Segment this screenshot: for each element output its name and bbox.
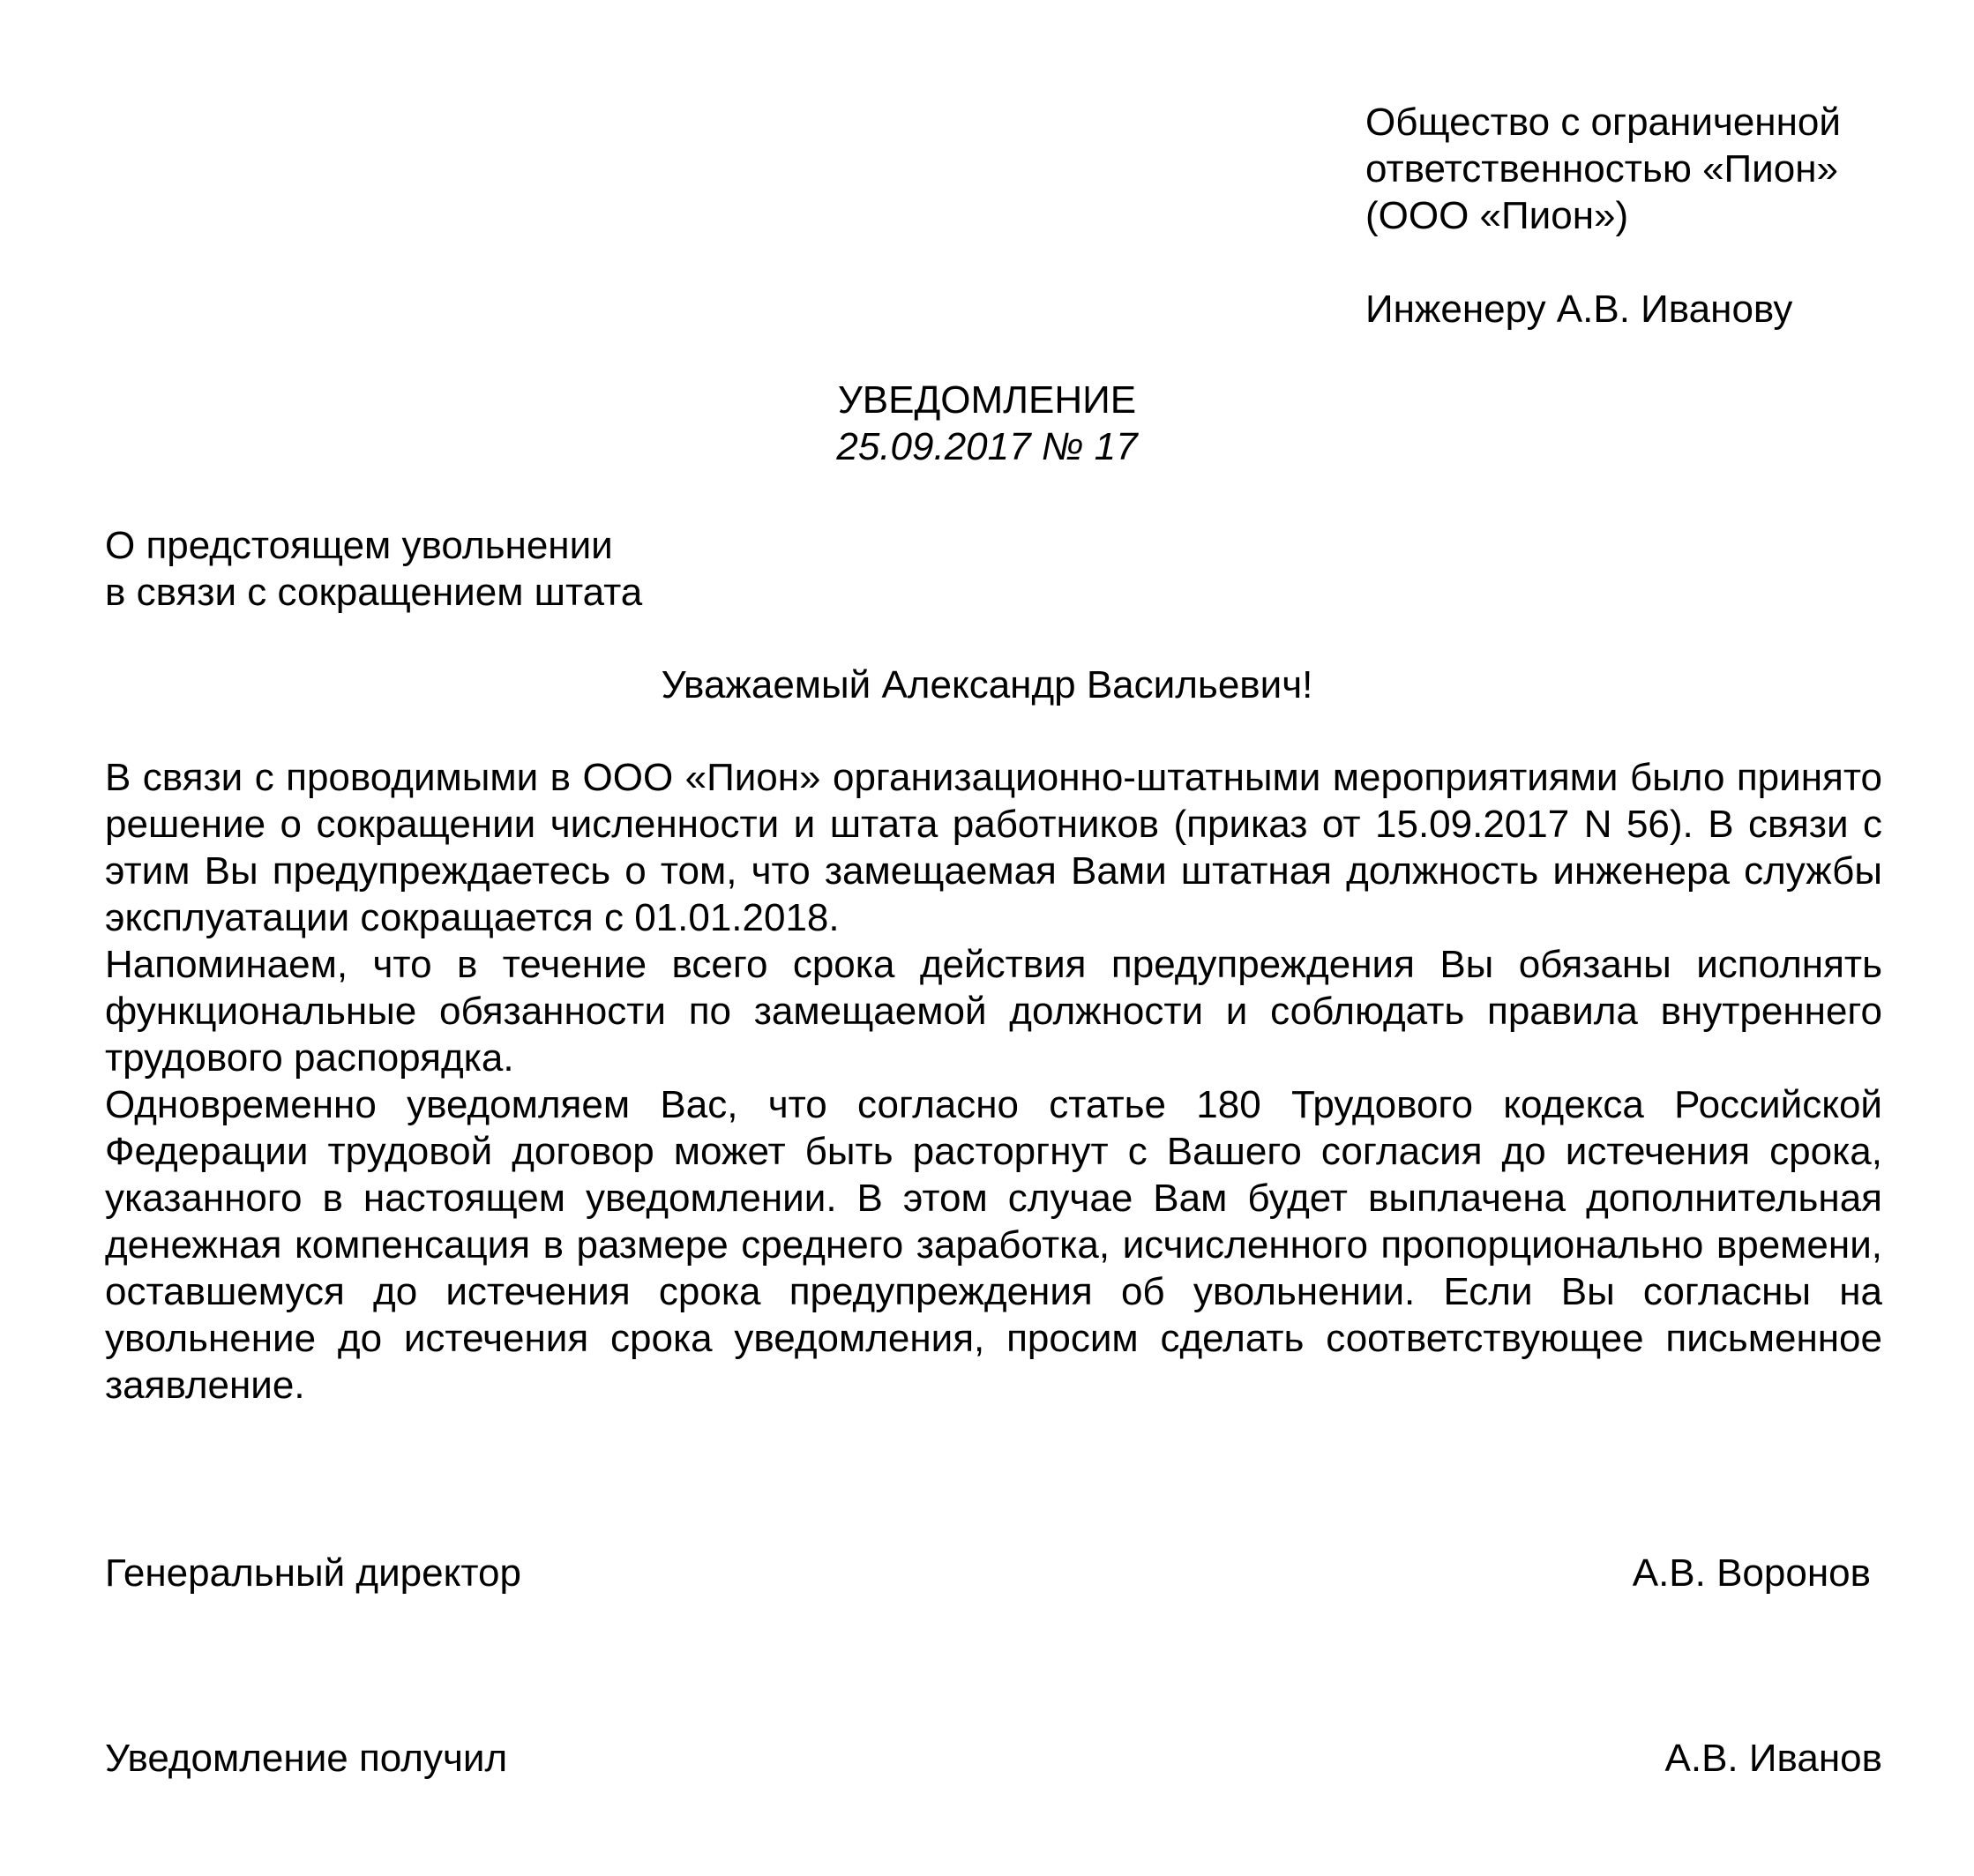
receiver-name: А.В. Иванов — [1664, 1737, 1882, 1780]
recipient-name: Инженеру А.В. Иванову — [1365, 288, 1793, 331]
document-heading — [0, 377, 1974, 470]
subject-line2: в связи с сокращением штата — [105, 571, 643, 614]
organization-name-line2: ответственностью «Пион» — [1365, 147, 1838, 191]
receipt-signature-row — [105, 1735, 1882, 1782]
director-signature-row — [105, 1550, 1882, 1596]
document-subject — [105, 522, 642, 616]
subject-line1: О предстоящем увольнении — [105, 524, 613, 567]
document-body — [105, 754, 1882, 1409]
addressee-block — [1365, 99, 1930, 333]
greeting: Уважаемый Александр Васильевич! — [661, 663, 1313, 706]
body-paragraph-3: Одновременно уведомляем Вас, что согласно статье 180 Трудового кодекса Российской Федерации трудовой договор может быть расторгнут с Вашего согласия до истечения срока, указанного в настоящем уведомлении. В этом случае Вам будет выплачена дополнительная денежная компенсация в размере среднего заработка, исчисленного пропорционально времени, оставшемуся до истечения срока предупреждения об увольнении. Если Вы согласны на увольнение до истечения срока уведомления, просим сделать соответствующее письменное заявление. — [105, 1083, 1882, 1407]
director-name: А.В. Воронов — [1632, 1551, 1871, 1595]
organization-name-line1: Общество с ограниченной — [1365, 101, 1841, 144]
body-paragraph-2: Напоминаем, что в течение всего срока действия предупреждения Вы обязаны исполнять функциональные обязанности по замещаемой должности и соблюдать правила внутреннего трудового распорядка. — [105, 943, 1882, 1080]
organization-short-name: (ООО «Пион») — [1365, 194, 1629, 237]
document-title: УВЕДОМЛЕНИЕ — [837, 378, 1137, 422]
receipt-label: Уведомление получил — [105, 1737, 508, 1780]
director-position: Генеральный директор — [105, 1551, 521, 1595]
document-date-number: 25.09.2017 № 17 — [836, 425, 1138, 468]
body-paragraph-1: В связи с проводимыми в ООО «Пион» организационно-штатными мероприятиями было принято решение о сокращении численности и штата работников (приказ от 15.09.2017 N 56). В связи с этим Вы предупреждаетесь о том, что замещаемая Вами штатная должность инженера службы эксплуатации сокращается с 01.01.2018. — [105, 756, 1882, 939]
